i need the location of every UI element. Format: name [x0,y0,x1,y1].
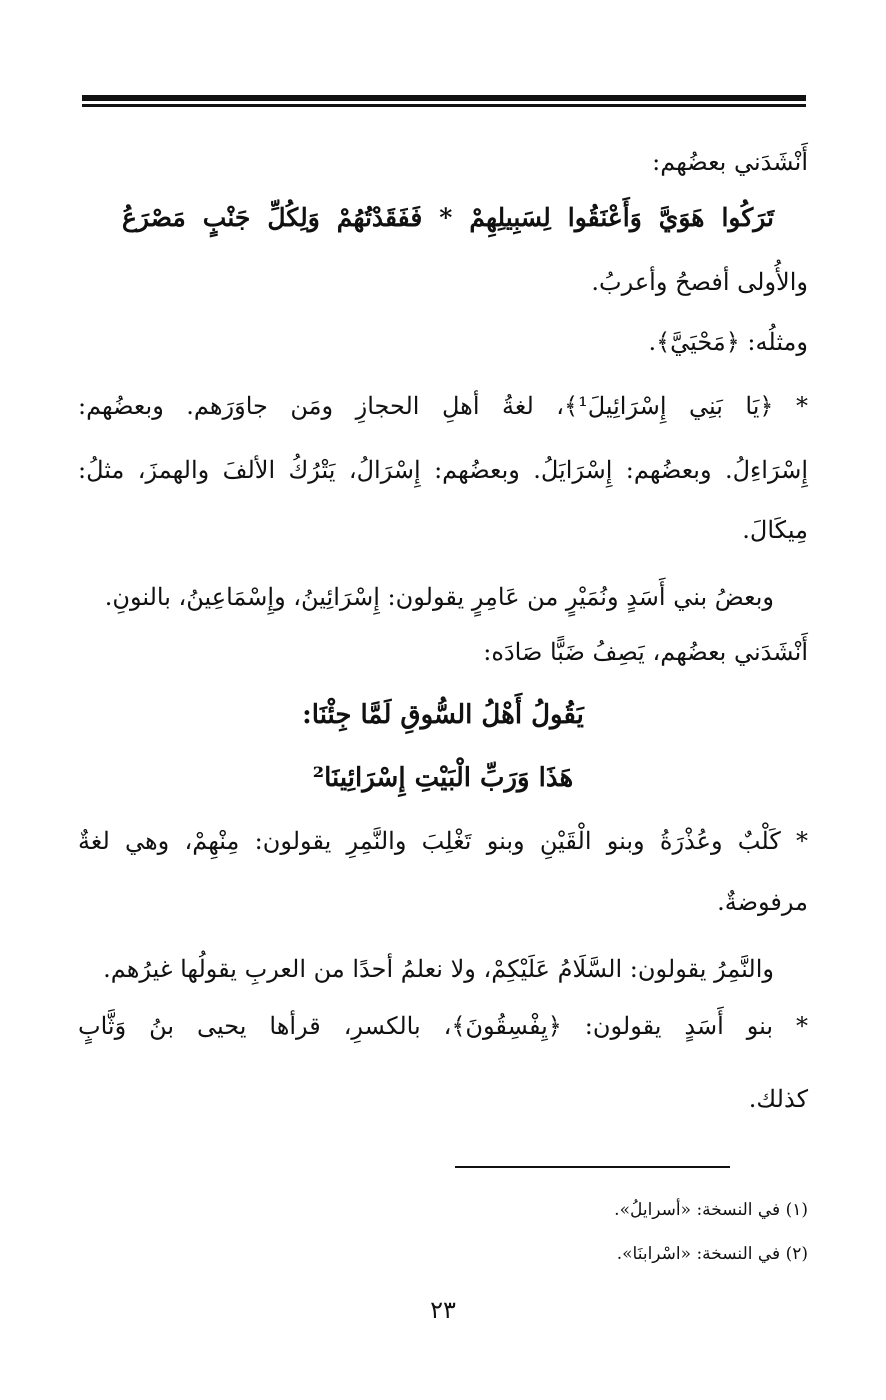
footnote: (١) في النسخة: «أسرايلُ». [614,1200,808,1220]
header-rule-thin [82,104,806,107]
page-number: ٢٣ [430,1296,456,1324]
text-line: والنَّمِرُ يقولون: السَّلَامُ عَلَيْكِمْ، ولا نعلمُ أحدًا من العربِ يقولُها غيرُهم. [103,955,774,983]
text-line: مرفوضةٌ. [717,888,808,916]
footnote: (٢) في النسخة: «اسْرابنَا». [616,1244,808,1264]
header-rule-thick [82,95,806,101]
verse-line: هَذَا وَرَبِّ الْبَيْتِ إِسْرَائِينَا² [312,763,574,793]
text-line: * بنو أَسَدٍ يقولون: ﴿يِفْسِقُونَ﴾، بالكسرِ، قرأها يحيى بنُ وَثَّابٍ [78,1012,808,1040]
verse-line: يَقُولُ أَهْلُ السُّوقِ لَمَّا جِئْنَا: [302,700,584,730]
text-line: أَنْشَدَني بعضُهم، يَصِفُ ضَبًّا صَادَه: [483,638,808,666]
text-line: إِسْرَاءِلُ. وبعضُهم: إِسْرَايَلُ. وبعضُهم: إِسْرَالُ، يَتْرُكُ الألفَ والهمزَ، مثلُ: [78,456,808,484]
footnote-rule [455,1166,730,1168]
verse-line: تَرَكُوا هَوَيَّ وَأَعْنَقُوا لِسَبِيلِهِمْ * فَفَقَدْتُهُمْ وَلِكُلِّ جَنْبٍ مَصْرَعُ [122,203,774,232]
text-line: * كَلْبٌ وعُذْرَةُ وبنو الْقَيْنِ وبنو تَغْلِبَ والنَّمِرِ يقولون: مِنْهِمْ، وهي لغةٌ [78,827,808,855]
text-line: مِيكَالَ. [742,516,808,544]
text-line: ومثلُه: ﴿مَحْيَيَّ﴾. [648,328,808,356]
text-line: وبعضُ بني أَسَدٍ ونُمَيْرٍ من عَامِرٍ يقولون: إِسْرَائِينُ، وإِسْمَاعِينُ، بالنونِ. [104,583,774,611]
text-line: أَنْشَدَني بعضُهم: [652,148,808,176]
text-line: والأُولى أفصحُ وأعربُ. [591,268,808,296]
text-line: * ﴿يَا بَنِي إِسْرَائِيلَ¹﴾، لغةُ أهلِ الحجازِ ومَن جاوَرَهم. وبعضُهم: [78,392,808,420]
text-line: كذلك. [748,1085,808,1113]
